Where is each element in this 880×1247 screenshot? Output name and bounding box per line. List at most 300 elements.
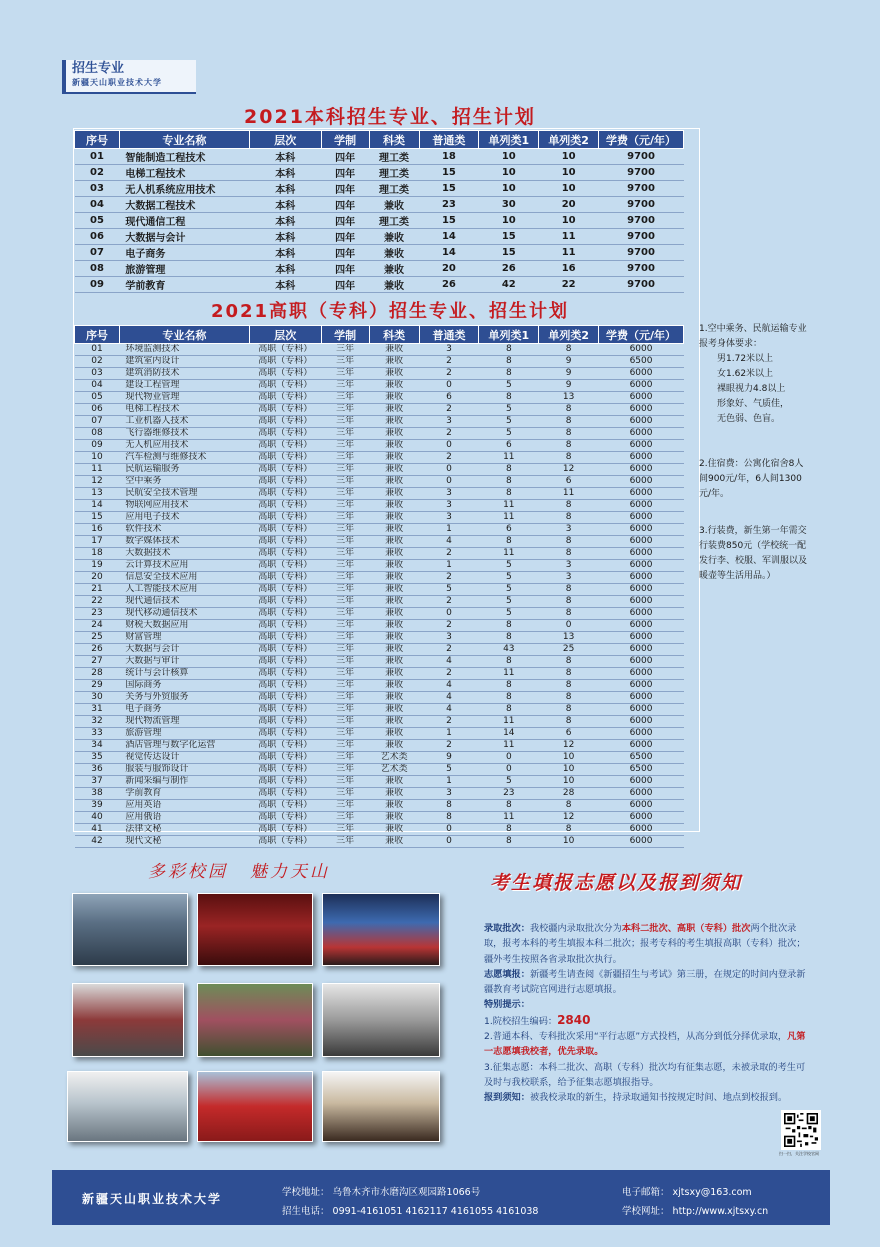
table-cell: 兼收 bbox=[369, 440, 419, 452]
note-2: 2.住宿费：公寓化宿舍8人间900元/年，6人间1300元/年。 bbox=[699, 459, 804, 499]
table-cell: 6000 bbox=[599, 668, 684, 680]
table-cell: 14 bbox=[75, 500, 120, 512]
table-cell: 兼收 bbox=[369, 512, 419, 524]
table-cell: 财富管理 bbox=[119, 632, 249, 644]
table-cell: 8 bbox=[479, 656, 539, 668]
table-cell: 6000 bbox=[599, 380, 684, 392]
table-cell: 高职（专科） bbox=[249, 800, 321, 812]
table-cell: 9700 bbox=[599, 197, 684, 213]
table-cell: 10 bbox=[75, 452, 120, 464]
campus-title-1: 多彩校园 bbox=[148, 862, 228, 882]
table-cell: 8 bbox=[479, 836, 539, 848]
table-row bbox=[75, 392, 684, 404]
table-cell: 兼收 bbox=[369, 524, 419, 536]
table-cell: 旅游管理 bbox=[119, 261, 249, 277]
table-row bbox=[75, 776, 684, 788]
notice-p7 bbox=[484, 1090, 814, 1105]
table-cell: 三年 bbox=[321, 704, 369, 716]
table-cell: 9700 bbox=[599, 261, 684, 277]
table-cell: 高职（专科） bbox=[249, 728, 321, 740]
table-cell: 30 bbox=[75, 692, 120, 704]
table-row bbox=[75, 620, 684, 632]
table-cell: 高职（专科） bbox=[249, 716, 321, 728]
table-cell: 07 bbox=[75, 416, 120, 428]
table-cell: 11 bbox=[479, 716, 539, 728]
table-cell: 高职（专科） bbox=[249, 752, 321, 764]
table-cell: 9700 bbox=[599, 165, 684, 181]
table-cell: 6000 bbox=[599, 536, 684, 548]
qr-code bbox=[781, 1110, 821, 1150]
table-cell: 29 bbox=[75, 680, 120, 692]
table-cell: 高职（专科） bbox=[249, 680, 321, 692]
table-cell: 5 bbox=[479, 596, 539, 608]
table-cell: 6000 bbox=[599, 344, 684, 356]
table-cell: 三年 bbox=[321, 380, 369, 392]
table-cell: 8 bbox=[539, 668, 599, 680]
table-cell: 理工类 bbox=[369, 213, 419, 229]
table-cell: 34 bbox=[75, 740, 120, 752]
table-cell: 36 bbox=[75, 764, 120, 776]
table-cell: 3 bbox=[419, 344, 479, 356]
table-cell: 6000 bbox=[599, 716, 684, 728]
badge-title: 招生专业 bbox=[72, 61, 125, 76]
table-cell: 26 bbox=[419, 277, 479, 293]
note-1-vision: 裸眼视力4.8以上 bbox=[717, 384, 786, 394]
table-cell: 建筑消防技术 bbox=[119, 368, 249, 380]
table-cell: 三年 bbox=[321, 356, 369, 368]
table-cell: 6000 bbox=[599, 836, 684, 848]
table-cell: 9700 bbox=[599, 277, 684, 293]
column-header: 序号 bbox=[75, 131, 120, 149]
table-cell: 6000 bbox=[599, 800, 684, 812]
table-cell: 6000 bbox=[599, 572, 684, 584]
table-cell: 空中乘务 bbox=[119, 476, 249, 488]
table-cell: 视觉传达设计 bbox=[119, 752, 249, 764]
table-cell: 9 bbox=[419, 752, 479, 764]
notice-title: 考生填报志愿以及报到须知 bbox=[490, 872, 743, 894]
table-cell: 兼收 bbox=[369, 500, 419, 512]
table-cell: 8 bbox=[419, 800, 479, 812]
table-cell: 物联网应用技术 bbox=[119, 500, 249, 512]
table-cell: 三年 bbox=[321, 584, 369, 596]
table-cell: 四年 bbox=[321, 261, 369, 277]
table-cell: 兼收 bbox=[369, 572, 419, 584]
table-cell: 18 bbox=[75, 548, 120, 560]
table-row bbox=[75, 632, 684, 644]
table-cell: 6000 bbox=[599, 524, 684, 536]
notice-p3 bbox=[484, 997, 814, 1012]
table-cell: 工业机器人技术 bbox=[119, 416, 249, 428]
table-cell: 兼收 bbox=[369, 788, 419, 800]
table-cell: 兼收 bbox=[369, 620, 419, 632]
table-cell: 9700 bbox=[599, 213, 684, 229]
table-row bbox=[75, 452, 684, 464]
table-cell: 11 bbox=[479, 812, 539, 824]
table-cell: 三年 bbox=[321, 788, 369, 800]
table-cell: 6000 bbox=[599, 512, 684, 524]
table-row bbox=[75, 644, 684, 656]
table-cell: 国际商务 bbox=[119, 680, 249, 692]
qr-caption: 扫一扫，关注学校官网 bbox=[779, 1151, 819, 1156]
table-cell: 8 bbox=[479, 692, 539, 704]
vocational-table bbox=[74, 325, 684, 848]
table-cell: 07 bbox=[75, 245, 120, 261]
table-cell: 电梯工程技术 bbox=[119, 165, 249, 181]
notice-p6: 3.征集志愿：本科二批次、高职（专科）批次均有征集志愿，未被录取的考生可及时与我校联系，给予征集志愿填报指导。 bbox=[484, 1061, 806, 1088]
notice-p7-label: 报到须知： bbox=[484, 1092, 530, 1104]
table-cell: 高职（专科） bbox=[249, 464, 321, 476]
table-cell: 高职（专科） bbox=[249, 620, 321, 632]
table-cell: 6000 bbox=[599, 404, 684, 416]
table-cell: 兼收 bbox=[369, 632, 419, 644]
table-cell: 4 bbox=[419, 692, 479, 704]
table-cell: 6 bbox=[479, 524, 539, 536]
table-cell: 22 bbox=[75, 596, 120, 608]
table-cell: 三年 bbox=[321, 824, 369, 836]
table-cell: 2 bbox=[419, 572, 479, 584]
table-cell: 5 bbox=[479, 404, 539, 416]
table-cell: 8 bbox=[479, 824, 539, 836]
table-cell: 5 bbox=[419, 584, 479, 596]
table-cell: 9 bbox=[539, 368, 599, 380]
table-cell: 8 bbox=[479, 356, 539, 368]
table-cell: 三年 bbox=[321, 716, 369, 728]
table-cell: 兼收 bbox=[369, 368, 419, 380]
table-cell: 兼收 bbox=[369, 824, 419, 836]
table-cell: 5 bbox=[479, 608, 539, 620]
table-row bbox=[75, 512, 684, 524]
table-cell: 8 bbox=[539, 704, 599, 716]
column-header: 学费（元/年） bbox=[599, 131, 684, 149]
table-cell: 现代物流管理 bbox=[119, 716, 249, 728]
table-cell: 6000 bbox=[599, 680, 684, 692]
table-cell: 艺术类 bbox=[369, 764, 419, 776]
table-cell: 6000 bbox=[599, 776, 684, 788]
table-cell: 服装与服饰设计 bbox=[119, 764, 249, 776]
table-cell: 无人机系统应用技术 bbox=[119, 181, 249, 197]
table-cell: 3 bbox=[419, 632, 479, 644]
table-row bbox=[75, 261, 684, 277]
table-cell: 10 bbox=[539, 752, 599, 764]
table-cell: 高职（专科） bbox=[249, 536, 321, 548]
table-cell: 本科 bbox=[249, 245, 321, 261]
table-cell: 8 bbox=[539, 452, 599, 464]
table-cell: 1 bbox=[419, 560, 479, 572]
table-row bbox=[75, 229, 684, 245]
table-cell: 应用英语 bbox=[119, 800, 249, 812]
table-cell: 3 bbox=[419, 500, 479, 512]
table-cell: 3 bbox=[419, 488, 479, 500]
table-cell: 四年 bbox=[321, 245, 369, 261]
table-row bbox=[75, 836, 684, 848]
table-cell: 民航运输服务 bbox=[119, 464, 249, 476]
table-cell: 09 bbox=[75, 277, 120, 293]
vocational-title: 2021高职（专科）招生专业、招生计划 bbox=[210, 301, 570, 322]
table-cell: 05 bbox=[75, 213, 120, 229]
table-row bbox=[75, 368, 684, 380]
table-cell: 现代文秘 bbox=[119, 836, 249, 848]
table-cell: 5 bbox=[479, 572, 539, 584]
table-cell: 三年 bbox=[321, 524, 369, 536]
table-cell: 20 bbox=[75, 572, 120, 584]
table-cell: 3 bbox=[419, 512, 479, 524]
table-cell: 6000 bbox=[599, 692, 684, 704]
column-header: 层次 bbox=[249, 326, 321, 344]
table-cell: 现代通信技术 bbox=[119, 596, 249, 608]
table-cell: 兼收 bbox=[369, 392, 419, 404]
table-cell: 06 bbox=[75, 229, 120, 245]
table-cell: 11 bbox=[479, 668, 539, 680]
table-cell: 三年 bbox=[321, 404, 369, 416]
table-cell: 本科 bbox=[249, 229, 321, 245]
table-cell: 高职（专科） bbox=[249, 584, 321, 596]
table-cell: 20 bbox=[419, 261, 479, 277]
table-cell: 8 bbox=[539, 428, 599, 440]
campus-title-2: 魅力天山 bbox=[250, 862, 330, 882]
table-cell: 数字媒体技术 bbox=[119, 536, 249, 548]
table-cell: 本科 bbox=[249, 165, 321, 181]
table-cell: 6000 bbox=[599, 440, 684, 452]
table-cell: 高职（专科） bbox=[249, 344, 321, 356]
table-cell: 三年 bbox=[321, 368, 369, 380]
notice-p1-b: 两个批次录取，报考本科的考生填报本科二批次；报考专科的考生填报高职（专科）批次；疆外考生按照各省录取批次执行。 bbox=[484, 923, 806, 965]
table-cell: 三年 bbox=[321, 680, 369, 692]
table-cell: 兼收 bbox=[369, 229, 419, 245]
table-cell: 8 bbox=[539, 596, 599, 608]
table-cell: 6 bbox=[419, 392, 479, 404]
table-cell: 学前教育 bbox=[119, 788, 249, 800]
table-row bbox=[75, 824, 684, 836]
table-cell: 三年 bbox=[321, 344, 369, 356]
table-cell: 兼收 bbox=[369, 548, 419, 560]
table-cell: 5 bbox=[479, 428, 539, 440]
table-row bbox=[75, 584, 684, 596]
qr-code-icon bbox=[784, 1113, 818, 1147]
table-row bbox=[75, 356, 684, 368]
table-cell: 兼收 bbox=[369, 596, 419, 608]
table-cell: 8 bbox=[539, 404, 599, 416]
table-cell: 高职（专科） bbox=[249, 548, 321, 560]
table-cell: 6000 bbox=[599, 560, 684, 572]
table-cell: 16 bbox=[75, 524, 120, 536]
photo-lab-1 bbox=[72, 893, 188, 966]
table-cell: 三年 bbox=[321, 596, 369, 608]
note-1-male: 男1.72米以上 bbox=[717, 354, 774, 364]
table-cell: 四年 bbox=[321, 277, 369, 293]
table-cell: 新闻采编与制作 bbox=[119, 776, 249, 788]
table-cell: 兼收 bbox=[369, 277, 419, 293]
table-cell: 8 bbox=[539, 584, 599, 596]
table-cell: 6500 bbox=[599, 752, 684, 764]
table-row bbox=[75, 380, 684, 392]
table-cell: 6000 bbox=[599, 788, 684, 800]
table-cell: 三年 bbox=[321, 416, 369, 428]
table-cell: 三年 bbox=[321, 464, 369, 476]
table-cell: 大数据技术 bbox=[119, 548, 249, 560]
table-cell: 本科 bbox=[249, 213, 321, 229]
table-cell: 兼收 bbox=[369, 692, 419, 704]
table-cell: 兼收 bbox=[369, 536, 419, 548]
table-row bbox=[75, 548, 684, 560]
table-row bbox=[75, 428, 684, 440]
table-cell: 理工类 bbox=[369, 165, 419, 181]
table-cell: 三年 bbox=[321, 548, 369, 560]
table-cell: 5 bbox=[479, 416, 539, 428]
table-cell: 8 bbox=[539, 680, 599, 692]
table-row bbox=[75, 560, 684, 572]
table-row bbox=[75, 740, 684, 752]
table-cell: 兼收 bbox=[369, 740, 419, 752]
table-cell: 高职（专科） bbox=[249, 380, 321, 392]
table-cell: 兼收 bbox=[369, 668, 419, 680]
table-cell: 16 bbox=[539, 261, 599, 277]
table-cell: 0 bbox=[419, 824, 479, 836]
table-cell: 6000 bbox=[599, 488, 684, 500]
table-cell: 高职（专科） bbox=[249, 668, 321, 680]
table-cell: 四年 bbox=[321, 229, 369, 245]
table-cell: 15 bbox=[75, 512, 120, 524]
table-cell: 20 bbox=[539, 197, 599, 213]
section-badge bbox=[62, 60, 196, 94]
table-cell: 9 bbox=[539, 380, 599, 392]
table-cell: 0 bbox=[419, 440, 479, 452]
table-row bbox=[75, 716, 684, 728]
notice-p2-text: 新疆考生请查阅《新疆招生与考试》第三册，在规定的时间内登录新疆教育考试院官网进行志愿填报。 bbox=[484, 968, 806, 996]
table-row bbox=[75, 704, 684, 716]
table-cell: 10 bbox=[539, 836, 599, 848]
table-cell: 0 bbox=[419, 608, 479, 620]
table-row bbox=[75, 165, 684, 181]
photo-outdoor bbox=[197, 983, 313, 1057]
school-code: 2840 bbox=[557, 1012, 591, 1027]
notice-p5-text: 2.普通本科、专科批次采用“平行志愿”方式投档，从高分到低分择优录取， bbox=[484, 1031, 788, 1043]
table-cell: 四年 bbox=[321, 213, 369, 229]
table-cell: 8 bbox=[539, 500, 599, 512]
table-cell: 23 bbox=[479, 788, 539, 800]
table-cell: 28 bbox=[539, 788, 599, 800]
table-cell: 兼收 bbox=[369, 464, 419, 476]
table-cell: 8 bbox=[479, 536, 539, 548]
table-row bbox=[75, 668, 684, 680]
table-cell: 3 bbox=[419, 788, 479, 800]
table-cell: 高职（专科） bbox=[249, 632, 321, 644]
campus-title bbox=[148, 857, 352, 882]
table-cell: 6000 bbox=[599, 740, 684, 752]
table-cell: 8 bbox=[479, 344, 539, 356]
table-cell: 兼收 bbox=[369, 452, 419, 464]
table-row bbox=[75, 181, 684, 197]
table-cell: 11 bbox=[539, 229, 599, 245]
table-row bbox=[75, 344, 684, 356]
table-cell: 2 bbox=[419, 644, 479, 656]
notice-p2 bbox=[484, 967, 814, 998]
table-cell: 6000 bbox=[599, 704, 684, 716]
table-cell: 兼收 bbox=[369, 812, 419, 824]
table-cell: 6000 bbox=[599, 608, 684, 620]
table-cell: 12 bbox=[539, 740, 599, 752]
table-cell: 9700 bbox=[599, 229, 684, 245]
panel-divider bbox=[685, 128, 700, 832]
table-cell: 6000 bbox=[599, 452, 684, 464]
table-cell: 高职（专科） bbox=[249, 368, 321, 380]
table-cell: 兼收 bbox=[369, 245, 419, 261]
table-cell: 2 bbox=[419, 368, 479, 380]
table-cell: 04 bbox=[75, 197, 120, 213]
footer-school-name: 新疆天山职业技术大学 bbox=[82, 1192, 223, 1206]
table-cell: 6000 bbox=[599, 812, 684, 824]
table-cell: 8 bbox=[419, 812, 479, 824]
table-cell: 旅游管理 bbox=[119, 728, 249, 740]
table-cell: 6000 bbox=[599, 464, 684, 476]
column-header: 普通类 bbox=[419, 131, 479, 149]
table-row bbox=[75, 728, 684, 740]
table-cell: 兼收 bbox=[369, 584, 419, 596]
table-cell: 0 bbox=[419, 476, 479, 488]
table-cell: 民航安全技术管理 bbox=[119, 488, 249, 500]
table-cell: 11 bbox=[75, 464, 120, 476]
table-cell: 33 bbox=[75, 728, 120, 740]
table-cell: 26 bbox=[75, 644, 120, 656]
table-cell: 12 bbox=[539, 812, 599, 824]
table-cell: 02 bbox=[75, 165, 120, 181]
table-cell: 40 bbox=[75, 812, 120, 824]
table-cell: 大数据与审计 bbox=[119, 656, 249, 668]
table-cell: 21 bbox=[75, 584, 120, 596]
table-cell: 15 bbox=[419, 165, 479, 181]
table-cell: 9700 bbox=[599, 149, 684, 165]
table-cell: 8 bbox=[539, 512, 599, 524]
table-cell: 2 bbox=[419, 404, 479, 416]
table-cell: 6500 bbox=[599, 764, 684, 776]
table-cell: 三年 bbox=[321, 452, 369, 464]
table-cell: 三年 bbox=[321, 440, 369, 452]
table-cell: 三年 bbox=[321, 836, 369, 848]
table-cell: 艺术类 bbox=[369, 752, 419, 764]
table-cell: 1 bbox=[419, 776, 479, 788]
table-cell: 9 bbox=[539, 356, 599, 368]
table-cell: 2 bbox=[419, 668, 479, 680]
table-cell: 理工类 bbox=[369, 149, 419, 165]
table-cell: 兼收 bbox=[369, 716, 419, 728]
table-row bbox=[75, 752, 684, 764]
table-cell: 三年 bbox=[321, 476, 369, 488]
table-cell: 理工类 bbox=[369, 181, 419, 197]
note-1-text: 1.空中乘务、民航运输专业报考身体要求： bbox=[699, 324, 807, 349]
table-row bbox=[75, 800, 684, 812]
table-cell: 3 bbox=[539, 572, 599, 584]
column-header: 专业名称 bbox=[119, 326, 249, 344]
table-cell: 11 bbox=[479, 548, 539, 560]
table-cell: 02 bbox=[75, 356, 120, 368]
table-cell: 41 bbox=[75, 824, 120, 836]
table-cell: 高职（专科） bbox=[249, 572, 321, 584]
table-cell: 本科 bbox=[249, 197, 321, 213]
footer-website-label: 学校网址： bbox=[622, 1206, 670, 1217]
table-cell: 兼收 bbox=[369, 261, 419, 277]
table-cell: 8 bbox=[539, 656, 599, 668]
photo-computer-lab bbox=[67, 1071, 188, 1142]
column-header: 专业名称 bbox=[119, 131, 249, 149]
table-cell: 03 bbox=[75, 181, 120, 197]
table-cell: 10 bbox=[539, 165, 599, 181]
table-cell: 10 bbox=[479, 213, 539, 229]
table-row bbox=[75, 213, 684, 229]
table-cell: 2 bbox=[419, 620, 479, 632]
table-cell: 高职（专科） bbox=[249, 740, 321, 752]
table-cell: 高职（专科） bbox=[249, 704, 321, 716]
table-cell: 2 bbox=[419, 596, 479, 608]
table-cell: 云计算技术应用 bbox=[119, 560, 249, 572]
